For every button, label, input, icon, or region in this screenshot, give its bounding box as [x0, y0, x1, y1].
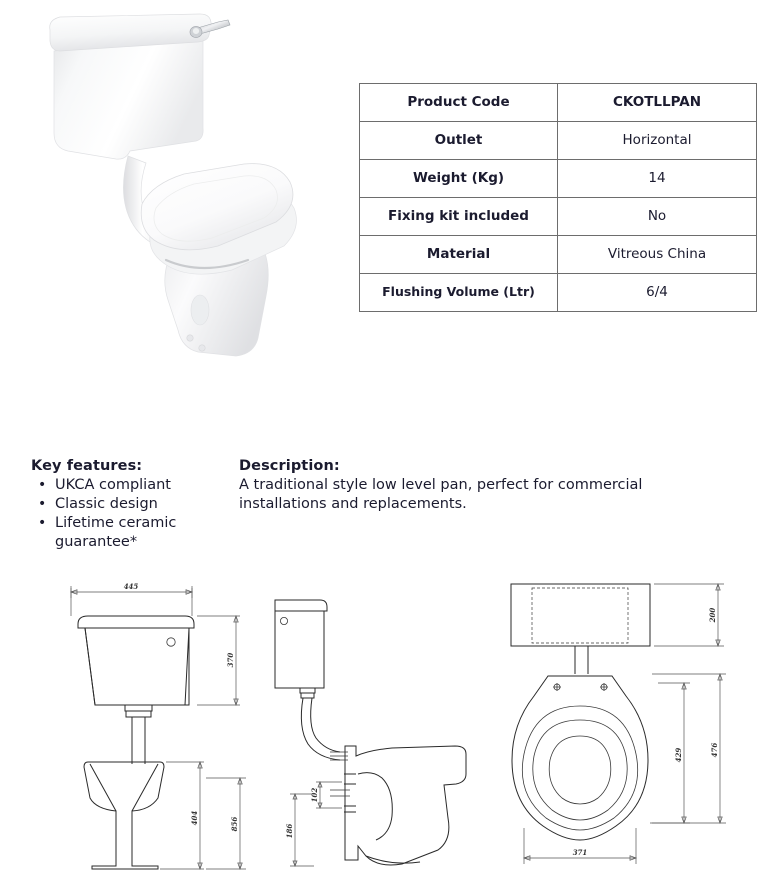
fixing-hole-icon: [553, 683, 561, 691]
list-item-label: Lifetime ceramic guarantee*: [55, 515, 177, 550]
description-heading: Description:: [239, 458, 340, 474]
key-features-list: [31, 476, 239, 552]
dimension-cistern-depth-200: [654, 584, 724, 646]
product-photo: [22, 8, 312, 358]
dimension-overall-height-856: [206, 778, 246, 869]
bullet-icon: •: [38, 515, 47, 531]
dim-label: 429: [674, 747, 683, 763]
list-item-label: Classic design: [55, 496, 158, 512]
side-elevation-drawing: [275, 600, 466, 866]
dimension-width-445: [71, 582, 192, 616]
bullet-icon: •: [38, 496, 47, 512]
spec-label: Outlet: [360, 122, 558, 160]
fixing-hole-icon: [199, 345, 205, 351]
table-row: [360, 274, 757, 312]
toilet-photo: [22, 8, 312, 358]
pan-side-detail: [191, 295, 209, 325]
table-row: [360, 198, 757, 236]
front-elevation-drawing: [71, 582, 246, 869]
flush-button-icon: [167, 638, 175, 646]
spec-value: 14: [558, 160, 757, 198]
fixing-hole-icon: [187, 335, 193, 341]
key-features-section: [31, 458, 239, 552]
spec-value: 6/4: [558, 274, 757, 312]
dim-label: 445: [123, 582, 139, 591]
dimension-outlet-centre-186: [285, 794, 314, 866]
dim-label: 856: [230, 816, 239, 832]
table-row: [360, 160, 757, 198]
dim-label: 186: [285, 823, 294, 839]
list-item-label: UKCA compliant: [55, 477, 171, 493]
dim-label: 476: [710, 742, 719, 758]
flush-button-icon: [280, 617, 287, 624]
cistern-body: [54, 35, 203, 159]
spec-label: Product Code: [360, 84, 558, 122]
dimension-pan-height-404: [160, 762, 204, 869]
dim-label: 371: [572, 848, 588, 857]
dimension-pan-width-371: [524, 828, 636, 864]
key-features-heading: Key features:: [31, 458, 143, 474]
table-row: [360, 236, 757, 274]
dim-label: 102: [310, 787, 319, 803]
description-section: [239, 458, 719, 514]
spec-label: Fixing kit included: [360, 198, 558, 236]
technical-drawings: [0, 578, 762, 875]
spec-value: CKOTLLPAN: [558, 84, 757, 122]
info-block: [31, 458, 731, 552]
plan-view-drawing: [511, 584, 726, 864]
table-row: [360, 84, 757, 122]
bullet-icon: •: [38, 477, 47, 493]
dim-label: 404: [190, 810, 199, 826]
dimension-cistern-height-370: [197, 616, 240, 705]
dimension-pan-depth-429: [650, 683, 690, 823]
spec-value: Horizontal: [558, 122, 757, 160]
list-item: [31, 514, 239, 552]
spec-value: Vitreous China: [558, 236, 757, 274]
spec-label: Flushing Volume (Ltr): [360, 274, 558, 312]
table-row: [360, 122, 757, 160]
description-text: A traditional style low level pan, perfect for commercial installations and replacements.: [239, 477, 643, 512]
fixing-hole-icon: [600, 683, 608, 691]
dimension-overall-depth-476: [652, 674, 726, 823]
spec-label: Weight (Kg): [360, 160, 558, 198]
specification-table: [359, 83, 757, 312]
list-item: [31, 495, 239, 514]
spec-value: No: [558, 198, 757, 236]
dim-label: 370: [226, 652, 235, 668]
dim-label: 200: [708, 607, 717, 623]
dimension-outlet-height-102: [310, 782, 342, 808]
spec-label: Material: [360, 236, 558, 274]
list-item: [31, 476, 239, 495]
